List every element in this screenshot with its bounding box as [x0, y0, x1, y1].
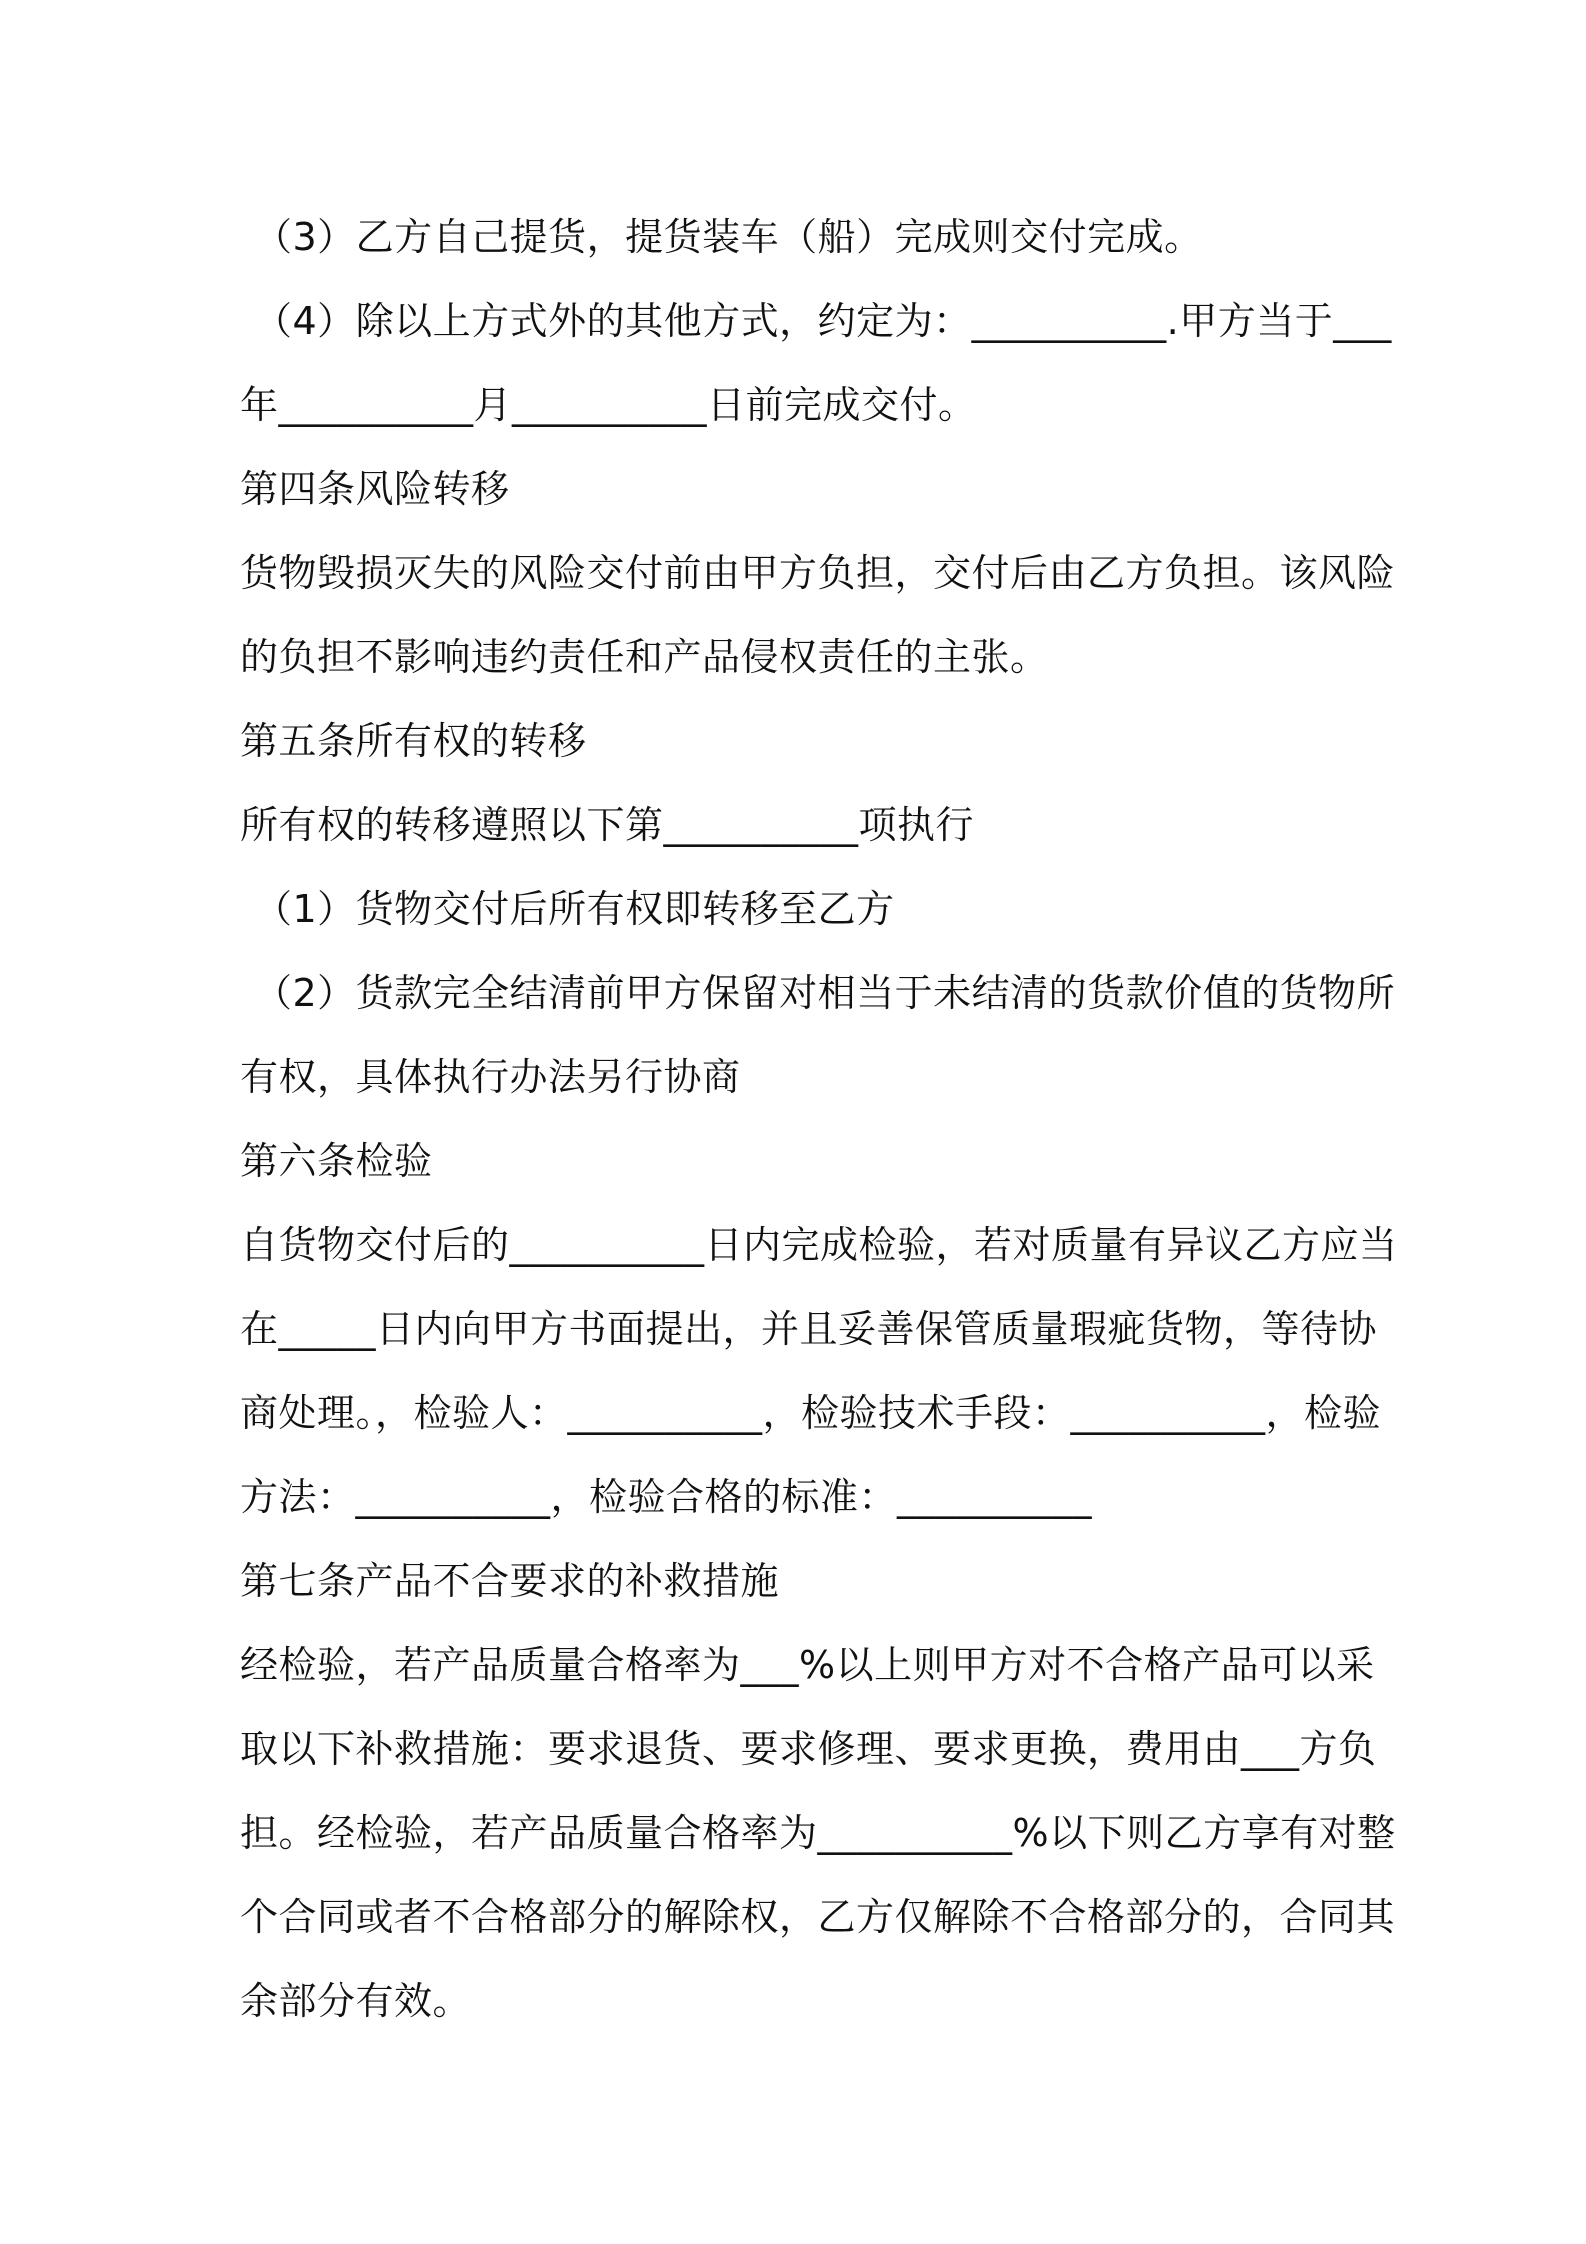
clause-line: （4）除以上方式外的其他方式，约定为：__________.甲方当于___: [254, 299, 1392, 343]
clause-line: 自货物交付后的__________日内完成检验，若对质量有异议乙方应当: [240, 1223, 1398, 1267]
clause-line: （3）乙方自己提货，提货装车（船）完成则交付完成。: [254, 215, 1203, 259]
document-body: [240, 195, 1398, 2043]
section-heading: 第六条检验: [240, 1139, 433, 1183]
section-heading: 第七条产品不合要求的补救措施: [240, 1559, 780, 1603]
clause-line: 个合同或者不合格部分的解除权，乙方仅解除不合格部分的，合同其: [240, 1895, 1396, 1939]
clause-line: 所有权的转移遵照以下第__________项执行: [240, 803, 975, 847]
clause-line: 的负担不影响违约责任和产品侵权责任的主张。: [240, 635, 1049, 679]
clause-line: 余部分有效。: [240, 1979, 472, 2023]
clause-line: 取以下补救措施：要求退货、要求修理、要求更换，费用由___方负: [240, 1727, 1377, 1771]
section-heading: 第四条风险转移: [240, 467, 510, 511]
clause-line: （2）货款完全结清前甲方保留对相当于未结清的货款价值的货物所: [254, 971, 1396, 1015]
clause-line: （1）货物交付后所有权即转移至乙方: [254, 887, 895, 931]
clause-line: 方法：__________，检验合格的标准：__________: [240, 1475, 1093, 1519]
clause-line: 年__________月__________日前完成交付。: [240, 383, 977, 427]
clause-line: 担。经检验，若产品质量合格率为__________%以下则乙方享有对整: [240, 1811, 1396, 1855]
section-heading: 第五条所有权的转移: [240, 719, 587, 763]
clause-line: 经检验，若产品质量合格率为___%以上则甲方对不合格产品可以采: [240, 1643, 1375, 1687]
clause-line: 货物毁损灭失的风险交付前由甲方负担，交付后由乙方负担。该风险: [240, 551, 1396, 595]
clause-line: 有权，具体执行办法另行协商: [240, 1055, 741, 1099]
clause-line: 在_____日内向甲方书面提出，并且妥善保管质量瑕疵货物，等待协: [240, 1307, 1378, 1351]
clause-line: 商处理。，检验人：__________，检验技术手段：__________，检验: [240, 1391, 1382, 1435]
